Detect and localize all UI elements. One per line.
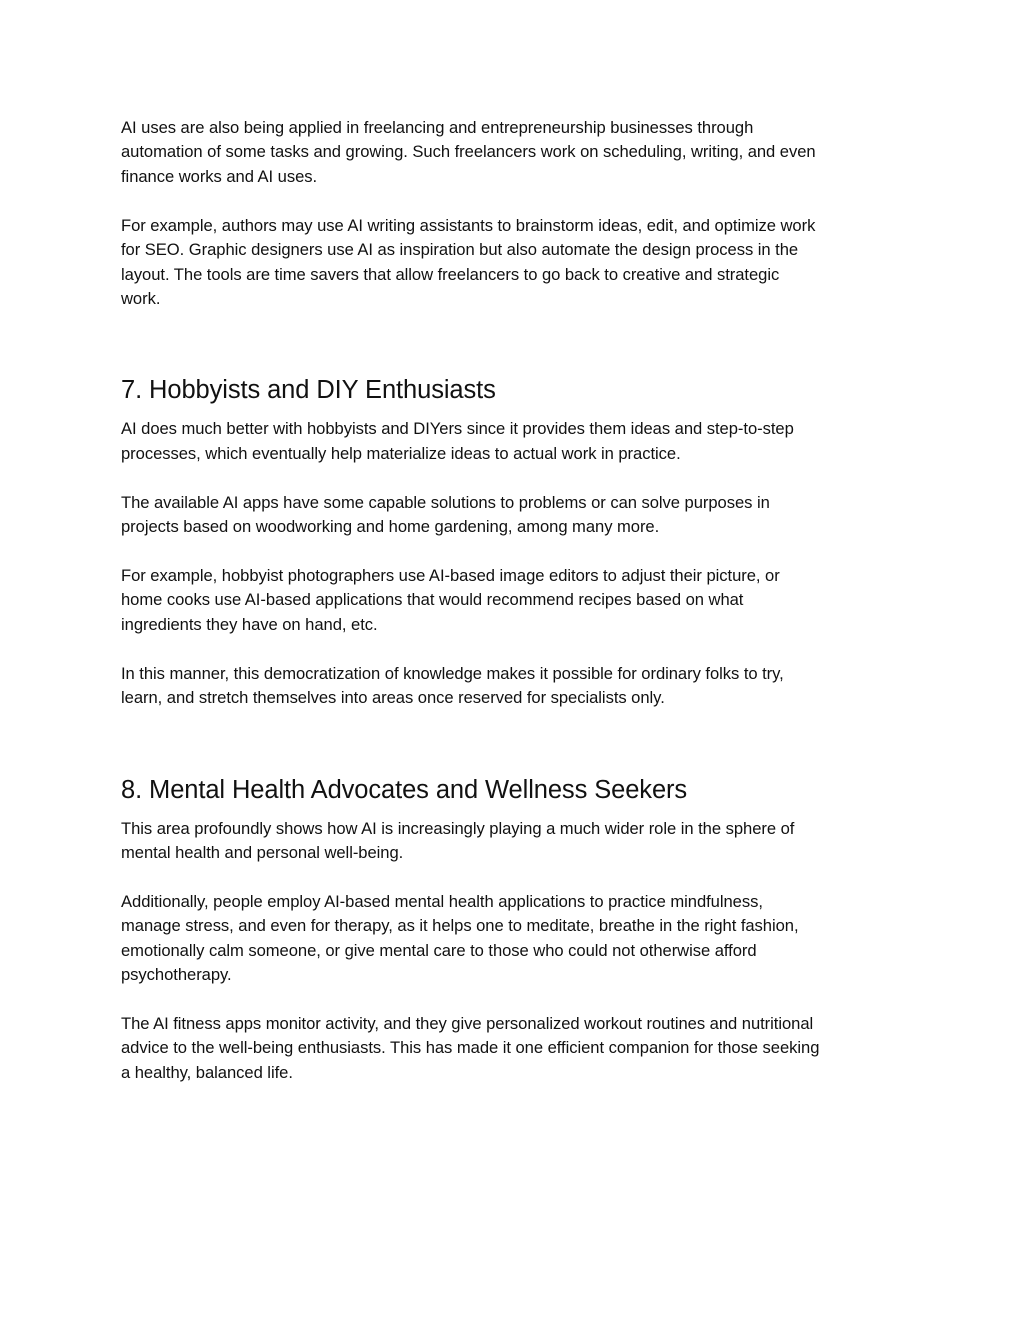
text-line: automation of some tasks and growing. Such freelancers work on scheduling, writing, and even xyxy=(121,142,816,162)
section-7-heading: 7. Hobbyists and DIY Enthusiasts xyxy=(121,376,496,405)
intro-paragraph-1 xyxy=(121,116,893,189)
text-line: For example, hobbyist photographers use AI-based image editors to adjust their picture, or xyxy=(121,565,780,585)
text-line: processes, which eventually help materialize ideas to actual work in practice. xyxy=(121,443,681,463)
text-line: manage stress, and even for therapy, as it helps one to meditate, breathe in the right fashion, xyxy=(121,916,799,936)
text-line: psychotherapy. xyxy=(121,965,232,985)
text-line: AI does much better with hobbyists and DIYers since it provides them ideas and step-to-step xyxy=(121,419,794,439)
section-7-paragraph-4 xyxy=(121,662,893,711)
text-line: mental health and personal well-being. xyxy=(121,842,404,862)
text-line: work. xyxy=(121,288,161,308)
section-8-paragraph-1 xyxy=(121,817,893,866)
text-line: Additionally, people employ AI-based mental health applications to practice mindfulness, xyxy=(121,891,763,911)
section-7-paragraph-1 xyxy=(121,417,893,466)
section-8-heading: 8. Mental Health Advocates and Wellness Seekers xyxy=(121,775,688,804)
text-line: For example, authors may use AI writing assistants to brainstorm ideas, edit, and optimize work xyxy=(121,215,816,235)
text-line: The available AI apps have some capable solutions to problems or can solve purposes in xyxy=(121,492,770,512)
intro-paragraph-2 xyxy=(121,214,893,312)
text-line: finance works and AI uses. xyxy=(121,166,318,186)
section-8-paragraph-2 xyxy=(121,890,893,988)
text-line: This area profoundly shows how AI is increasingly playing a much wider role in the sphere of xyxy=(121,818,795,838)
section-7-paragraph-3 xyxy=(121,564,893,637)
section-8-paragraph-3 xyxy=(121,1012,893,1085)
text-line: learn, and stretch themselves into areas once reserved for specialists only. xyxy=(121,688,665,708)
text-line: In this manner, this democratization of knowledge makes it possible for ordinary folks to try, xyxy=(121,663,784,683)
text-line: AI uses are also being applied in freelancing and entrepreneurship businesses through xyxy=(121,118,754,137)
text-line: ingredients they have on hand, etc. xyxy=(121,614,378,634)
text-line: projects based on woodworking and home gardening, among many more. xyxy=(121,517,660,537)
section-7-paragraph-2 xyxy=(121,491,893,540)
text-line: advice to the well-being enthusiasts. This has made it one efficient companion for those seeking xyxy=(121,1038,820,1058)
document-page xyxy=(121,116,893,1085)
text-line: home cooks use AI-based applications that would recommend recipes based on what xyxy=(121,590,744,610)
text-line: layout. The tools are time savers that allow freelancers to go back to creative and strategic xyxy=(121,264,780,284)
text-line: a healthy, balanced life. xyxy=(121,1062,293,1082)
text-line: emotionally calm someone, or give mental care to those who could not otherwise afford xyxy=(121,940,757,960)
text-line: for SEO. Graphic designers use AI as inspiration but also automate the design process in the xyxy=(121,240,799,260)
text-line: The AI fitness apps monitor activity, and they give personalized workout routines and nutritional xyxy=(121,1013,814,1033)
